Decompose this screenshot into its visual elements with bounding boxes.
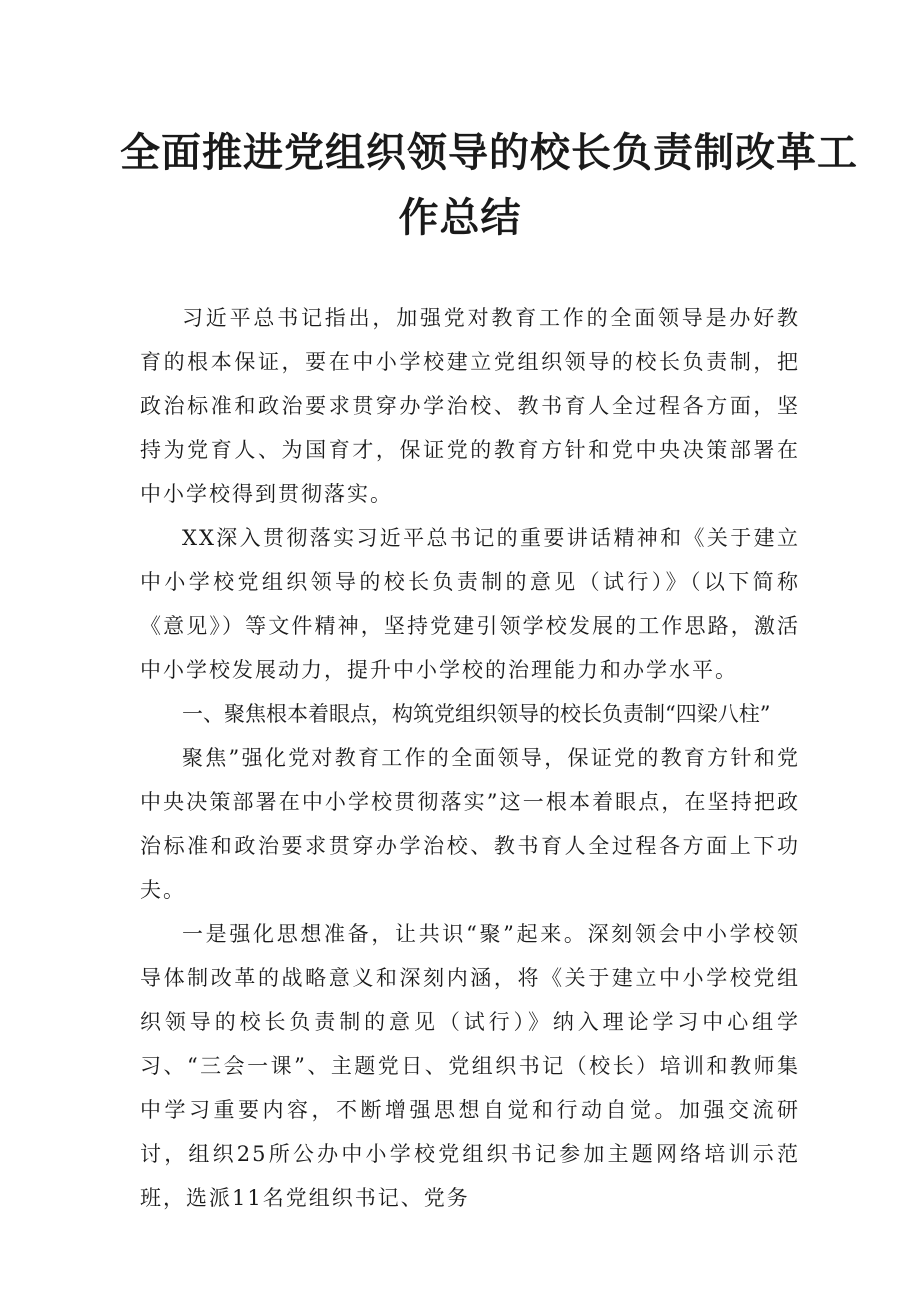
paragraph-focus: 聚焦”强化党对教育工作的全面领导，保证党的教育方针和党中央决策部署在中小学校贯彻落实”这一根本着眼点，在坚持把政治标准和政治要求贯穿办学治校、教书育人全过程各方面上下功夫。: [140, 746, 800, 902]
paragraph-intro: 习近平总书记指出，加强党对教育工作的全面领导是办好教育的根本保证，要在中小学校建立党组织领导的校长负责制，把政治标准和政治要求贯穿办学治校、教书育人全过程各方面，坚持为党育人、为国育才，保证党的教育方针和党中央决策部署在中小学校得到贯彻落实。: [140, 306, 800, 506]
paragraph-point-1: 一是强化思想准备，让共识“聚”起来。深刻领会中小学校领导体制改革的战略意义和深刻内涵，将《关于建立中小学校党组织领导的校长负责制的意见（试行）》纳入理论学习中心组学习、“三会一课”、主题党日、党组织书记（校长）培训和教师集中学习重要内容，不断增强思想自觉和行动自觉。加强交流研讨，组织25所公办中小学校党组织书记参加主题网络培训示范班，选派11名党组织书记、党务: [140, 922, 800, 1210]
document-title-line-1: 全面推进党组织领导的校长负责制改革工: [120, 129, 858, 176]
document-title-line-2: 作总结: [398, 194, 522, 241]
section-heading-1: 一、聚焦根本着眼点，构筑党组织领导的校长负责制“四梁八柱”: [182, 702, 771, 726]
paragraph-xx: XX深入贯彻落实习近平总书记的重要讲话精神和《关于建立中小学校党组织领导的校长负责制的意见（试行）》（以下简称《意见》）等文件精神，坚持党建引领学校发展的工作思路，激活中小学校发展动力，提升中小学校的治理能力和办学水平。: [140, 526, 800, 682]
document-body: [140, 296, 800, 1220]
